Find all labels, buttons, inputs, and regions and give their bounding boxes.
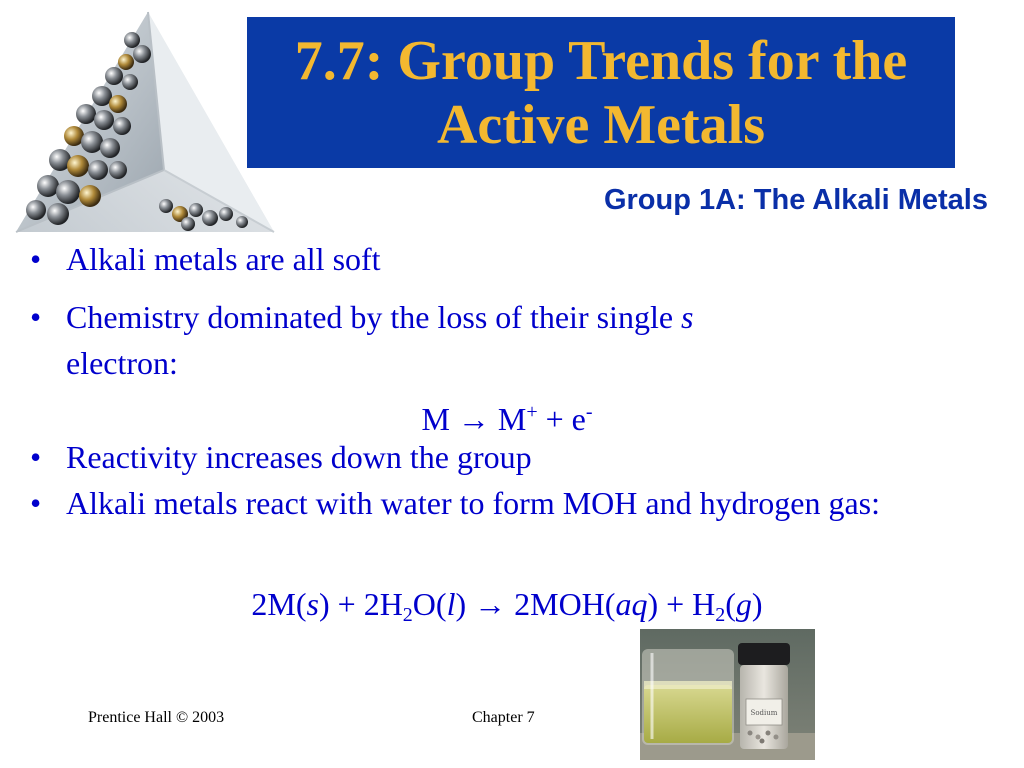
title-banner xyxy=(247,17,955,168)
eq1-product-charge: + xyxy=(526,401,538,423)
pyramid-logo-icon xyxy=(14,10,276,236)
eq2-state-gas: g xyxy=(735,586,752,622)
eq2-part: ) xyxy=(751,586,763,622)
bullet-item xyxy=(28,480,888,526)
eq2-subscript: 2 xyxy=(402,604,413,626)
eq2-part: ) + H xyxy=(647,586,716,622)
slide-title: 7.7: Group Trends for the Active Metals xyxy=(294,29,908,156)
eq2-part: ) → 2MOH( xyxy=(455,586,616,622)
bullet-marker: • xyxy=(30,241,42,277)
ionization-equation xyxy=(0,392,1014,439)
eq1-electron: e xyxy=(571,401,586,437)
eq2-subscript: 2 xyxy=(715,604,726,626)
eq1-reactant: M xyxy=(421,401,450,437)
bullet-list xyxy=(28,236,888,526)
bullet-text: Reactivity increases down the group xyxy=(66,439,532,475)
water-reaction-equation xyxy=(0,584,1014,635)
footer-copyright: Prentice Hall © 2003 xyxy=(88,709,225,726)
eq2-part: O( xyxy=(412,586,447,622)
eq2-part: ) + 2H xyxy=(318,586,403,622)
bullet-marker: • xyxy=(30,485,42,521)
bullet-text: Alkali metals are all soft xyxy=(66,241,381,277)
eq2-state-liquid: l xyxy=(446,586,456,622)
bullet-text: Chemistry dominated by the loss of their single xyxy=(66,299,682,335)
bullet-italic-s: s xyxy=(681,299,694,335)
jar-label: Sodium xyxy=(750,709,778,717)
eq2-state-aqueous: aq xyxy=(615,586,648,622)
eq1-arrow: → xyxy=(457,401,490,437)
eq1-electron-charge: - xyxy=(585,401,593,423)
slide-subtitle: Group 1A: The Alkali Metals xyxy=(603,184,988,216)
eq2-state-solid: s xyxy=(306,586,319,622)
footer-chapter: Chapter 7 xyxy=(472,709,535,726)
bullet-text: Alkali metals react with water to form MOH and hydrogen gas: xyxy=(66,485,880,521)
bullet-text-continued: electron: xyxy=(66,345,178,381)
sodium-jar-photo xyxy=(640,629,815,760)
bullet-item xyxy=(28,434,888,480)
bullet-item xyxy=(28,294,888,386)
bullet-marker: • xyxy=(30,439,42,475)
bullet-marker: • xyxy=(30,299,42,335)
bullet-item xyxy=(28,236,888,282)
eq2-part: 2M( xyxy=(251,586,307,622)
eq2-part: ( xyxy=(725,586,736,622)
eq1-product: M xyxy=(497,401,527,437)
eq1-plus: + xyxy=(545,401,564,437)
